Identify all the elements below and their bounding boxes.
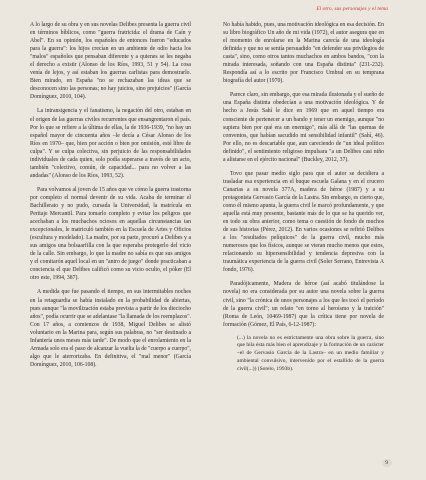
paragraph: No había habido, pues, una motivación ideológica en esa decisión. En su libro biográfico Un año de mi vida (1972), el autor asegura que en el momento de enrolarse en la Marina carecía de una ideología definida y que no se sentía persuadido "en defender sus privilegios de casta", sino, como otros tantos muchachos en ambos bandos, "con la mirada interesada, soñando con una España distinta" (231-232). Respondía así a lo escrito por Francisco Umbral en su temprana biografía del autor (1970). <box>223 22 384 85</box>
left-column <box>30 21 191 375</box>
paragraph: A medida que fue pasando el tiempo, en sus intermitables noches en la retaguardia se había instalado en la probabilidad de abiertas, pues aunque "la movilización estaba prevista a partir de los dieciocho años", podía ocurrir que se adelantase "la llamada de los reemplazos". Con 17 años, a comienzos de 1938, Miguel Delibes se alistó voluntario en la Marina para, según sus palabras, no "ser destinado a Infantería unos meses más tarde". De modo que el enrolamiento en la Armada solo era el paso de alcanzar la vuelta la de "cuerpo a cuerpo", algo que le aterrorizaba. En definitiva, el "mal menor" (García Domínguez, 2010, 106-108). <box>30 289 191 368</box>
paragraph: Tovo que pasar medio siglo para que el autor se decidiera a trasladar esa experiencia en el buque escuela Galana y en el crucero Canarias a su novela 377A, madera de héroe (1987) y a su protagonista Gervasio García de la Lastra. Sin embargo, es cierto que, como él mismo apunta, la guerra civil le marcó profundamente, y que aquella está muy presente, bastante más de lo que se ha querido ver, en todo su obra anterior, como tema o cuestión de fondo de muchos de sus historias (Pérez, 2012). En varios ocasiones se refirió Delibes a los "resultados pelíquicos" de la guerra civil, mucho más numerosos que los físicos, aunque se vieran mucho menos que estos, relacionando su hipersensibilidad y tendencia depresiva con la traumática experiencia de la guerra civil (Soler Serrano, Entrevista A fondo, 1976). <box>223 170 384 274</box>
paragraph: Paradójicamente, Madera de héroe (así acabó titulándose la novela) no era considerada por su autor una novela sobre la guerra civil, sino "la crónica de unos personajes a los que les tocó el período de la guerra civil"; un relato "en torno al heroísmo y la traición" (Roma de León, 10469-1987) que la crítica tiene por novela de formación (Gómez, El País, 6-12-1987): <box>223 281 384 328</box>
paragraph: A lo largo de su obra y en sus novelas Delibes presenta la guerra civil en términos bíblicos, como "guerra fratricida: el drama de Caín y Abel". En su opinión, los españoles de entonces fueron "educados para la guerra": los hijos crecían en un ambiente de odio hacia los "malos" españoles que pensaban diferente y a quienes se les negaba el derecho a existir (Alonso de los Ríos, 1993, 51 y 54). La cosa venía de lejos, y así estaban los guerras carlistas para demostrarlo. Bien mirado, en España "no se rechazaban las ideas que se desconocen sino las personas; no hay juicios, sino prejuicios" (García Domínguez, 2010, 104). <box>30 22 191 101</box>
right-column <box>223 21 384 374</box>
paragraph: Para volvamos al joven de 15 años que ve cómo la guerra trastorna por completo el normal devenir de su vida. Acaba de terminar el Bachillerato y no pudo, cursada la Universidad, la matrícula en Peritaje Mercantil. Para tomarlo completo y evitar los peligros que acechaban a los muchachos ociosos en aquellas circunstancias tan excepcionales, le matriculó también en la Escuela de Artes y Oficios (escultura y modelado). La madre, por su parte, procuró a Delibes y a sus amigos una bolsaarfilla con la que esperaba protegerlo del vicio de la calle. Sin embargo, lo que la madre no sabía es que sus amigos y el comitarón aquel local en un "antro de juego" donde practicaban a conciencia el que Delibes calificó como su vicio oculto, el póker (El otro este, 1994, 387). <box>30 186 191 282</box>
page-number: 9 <box>385 460 388 466</box>
paragraph: Parece claro, sin embargo, que esa mirada ilusionada y el sueño de una España distinta obedecían a una motivación ideológica. Y de hecho a Jesús Sahí le dice en 1969 que en aquel tiempo era consciente de pertenecer a un bando y tener un enemigo, aunque "no supiera bien por qué era un enemigo", más allá de "las quemas de conventos, que habían sacudido mi sensibilidad infantil" (Sahí, 46). Por ello, no es descartable que, aun careciendo de "un ideal político definido", el sentimiento religioso impulsara "a un Delibes casi niño a alistarse en el ejército nacional" (Buckley, 2012, 37). <box>223 92 384 163</box>
block-quote: (...) la novela no es estrictamente una obra sobre la guerra, sino que hila ésta más bien el aprendizaje y la formación de un carácter –el de Gervasio García de la Lastra– en un medio familiar y ambiental convulsivo, intervenido por el estallido de la guerra civil(...)) (Sotelo, 1993b). <box>237 334 384 372</box>
paragraph: La intransigencia y el fanatismo, la negación del otro, estaban en el origen de las guerras civiles recurrentes que ensangrentaron el país. Por lo que se refiere a la última de ellas, la de 1936-1939, "no hay un español mayor de cincuenta años –le decía a César Alonso de los Ríos en 1970– que, bien por acción o bien por omisión, esté libre de culpa". Y se culpa colectiva, sin perjuicio de las responsabilidades individuales de cada quien, solo podía superarse a través de un acto, también "colectivo, común, de capacidad... para no volver a las andadas" (Alonso de los Ríos, 1993, 52). <box>30 108 191 179</box>
running-head: El otro, sus personajes y el tema <box>316 6 388 12</box>
